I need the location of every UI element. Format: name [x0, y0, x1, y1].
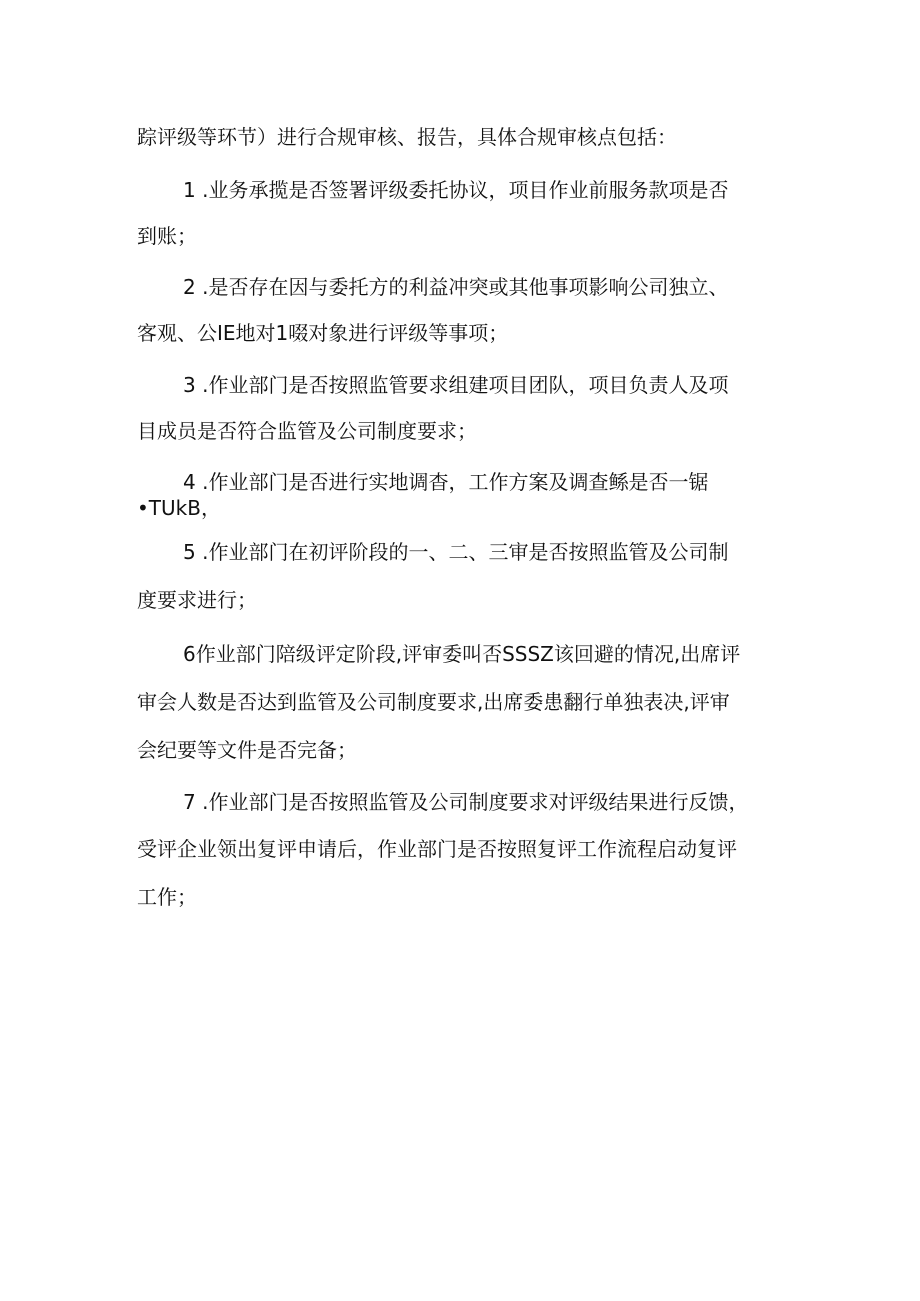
- list-item-4-line-1: 4 .作业部门是否进行实地调杳，工作方案及调查鲧是否一锯: [183, 470, 709, 494]
- list-item-3-line-2: 目成员是否符合监管及公司制度要求；: [137, 419, 477, 443]
- list-item-5-line-2: 度要求进行；: [137, 588, 257, 612]
- list-item-2-line-1: 2 .是否存在因与委托方的利益冲突或其他事项影响公司独立、: [183, 275, 729, 299]
- list-item-7-line-3: 工作；: [137, 885, 197, 909]
- list-item-6-line-1: 6作业部门陪级评定阶段,评审委叫否SSSZ该回避的情况,出席评: [183, 642, 741, 666]
- list-item-4-line-2: •TUkB，: [137, 496, 221, 520]
- list-item-1-line-1: 1 .业务承揽是否签署评级委托协议，项目作业前服务款项是否: [183, 178, 729, 202]
- list-item-6-line-2: 审会人数是否达到监管及公司制度要求,出席委患翻行单独表决,评审: [137, 690, 730, 714]
- list-item-7-line-1: 7 .作业部门是否按照监管及公司制度要求对评级结果进行反馈，: [183, 790, 749, 814]
- list-item-5-line-1: 5 .作业部门在初评阶段的一、二、三审是否按照监管及公司制: [183, 540, 729, 564]
- list-item-1-line-2: 到账；: [137, 224, 197, 248]
- text-line: 踪评级等环节）进行合规审核、报告，具体合规审核点包括：: [137, 125, 677, 149]
- list-item-3-line-1: 3 .作业部门是否按照监管要求组建项目团队，项目负责人及项: [183, 373, 729, 397]
- list-item-6-line-3: 会纪要等文件是否完备；: [137, 738, 357, 762]
- list-item-7-line-2: 受评企业领出复评申请后，作业部门是否按照复评工作流程启动复评: [137, 837, 737, 861]
- list-item-2-line-2: 客观、公IE地对1啜对象进行评级等事项；: [137, 321, 509, 345]
